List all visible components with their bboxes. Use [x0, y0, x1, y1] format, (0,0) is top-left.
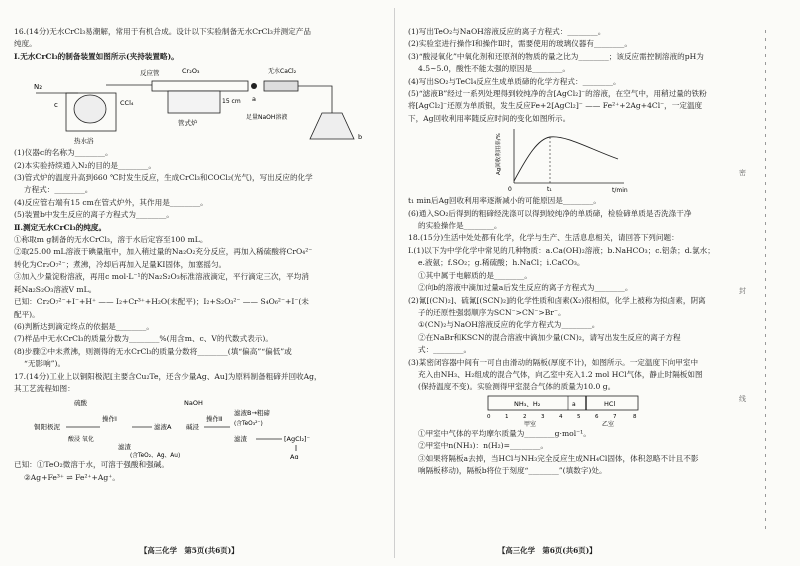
b-label: b	[358, 133, 363, 142]
q16-known-b: 配平)。	[14, 309, 40, 319]
dist-label: 15 cm	[222, 98, 241, 106]
flow-residue: 滤渣	[118, 443, 131, 452]
q18-3-i: ①甲室中气体的平均摩尔质量为________g·mol⁻¹。	[418, 428, 591, 438]
q16-part1-title: Ⅰ.无水CrCl₃的制备装置如图所示(夹持装置略)。	[14, 51, 179, 61]
t1-label: t₁	[547, 186, 552, 194]
flask	[74, 95, 106, 123]
q16-5: (5)装置b中发生反应的离子方程式为________。	[14, 210, 174, 220]
naoh-label: 足量NaOH溶液	[246, 114, 288, 122]
recovery-curve	[514, 137, 618, 181]
cr2o3-label: Cr₂O₃	[182, 67, 200, 76]
cacl2-label: 无水CaCl₂	[268, 68, 297, 76]
q16-8b: “无影响”)。	[24, 359, 66, 369]
flow-acid-oxid: 酸浸 氧化	[68, 436, 94, 444]
q18-1b: e.液氨；f.SO₂；g.稀硫酸；h.NaCl；i.CaCO₃。	[418, 258, 585, 268]
q17-2: (2)实验室进行操作Ⅰ和操作Ⅱ时，需要使用的玻璃仪器有________。	[408, 39, 632, 49]
q16-7: (7)样品中无水CrCl₃的质量分数为________%(用含m、c、V的代数式表示)。	[14, 334, 273, 344]
n2-label: N₂	[34, 83, 43, 92]
flow-op1: 操作Ⅰ	[102, 415, 117, 424]
q18-3b: 充入由NH₃、H₂组成的混合气体，向乙室中充入1.2 mol HCl气体，静止时隔板如图	[418, 369, 703, 379]
q17-known-1: 已知：①TeO₂微溶于水，可溶于强酸和强碱。	[14, 460, 169, 470]
flow-acid: 硫酸	[74, 399, 87, 408]
q17-known-2: ②Ag+Fe³⁺ ⇌ Fe²⁺+Ag⁺。	[24, 472, 120, 482]
right-page	[398, 0, 800, 566]
seal-line	[765, 30, 766, 530]
q17-6: (6)通入SO₂后得到的粗碲经洗涤可以得到较纯净的单质碲，检验碲单质是否洗涤干净	[408, 208, 692, 218]
tick-0: 0	[487, 413, 491, 420]
tick-3: 3	[541, 413, 545, 420]
q18-1-i: ①其中属于电解质的是________。	[418, 270, 532, 280]
page-gutter	[394, 8, 395, 558]
q17-3: (3)“酸浸氧化”中氧化剂和还原剂的物质的量之比为________；该反应需控制溶液的pH为	[408, 51, 704, 61]
flow-op2: 操作Ⅱ	[206, 415, 223, 424]
reaction-tube-label: 反应管	[140, 69, 160, 78]
q17-5: (5)“滤液B”经过一系列处理得到较纯净的含[AgCl₂]⁻的溶液，在空气中，用稍过量的铁粉	[408, 89, 707, 99]
q18-2-ii: ②在NaBr和KSCN的混合溶液中滴加少量(CN)₂，请写出发生反应的离子方程	[418, 332, 681, 342]
q17-5b: 将[AgCl₂]⁻还原为单质银，发生反应Fe+2[AgCl₂]⁻ —— Fe²⁺+2Ag+4Cl⁻，一定温度	[408, 101, 703, 111]
q16-6: (6)判断达到滴定终点的依据是________。	[14, 321, 154, 331]
flow-agcl: [AgCl₂]⁻	[284, 435, 311, 444]
flask-b	[310, 113, 354, 139]
chamber1-gas: NH₃、H₂	[514, 399, 541, 408]
q18-3-ii: ②甲室中n(NH₃)：n(H₂)=________。	[418, 441, 548, 451]
tick-6: 6	[595, 413, 599, 420]
left-footer: 【高三化学 第5页(共6页)】	[140, 546, 239, 555]
q16-step3b: 耗Na₂S₂O₃溶液V mL。	[14, 284, 97, 294]
furnace-label: 管式炉	[178, 119, 198, 128]
q16-stem-2: 纯度。	[14, 39, 37, 49]
apparatus-diagram	[32, 63, 372, 147]
a-label: a	[252, 95, 256, 104]
flow-residue2: 滤渣	[234, 435, 247, 444]
left-column	[14, 26, 386, 484]
seal-mark-3: 线	[739, 395, 746, 403]
q18-3: (3)某密闭容器中间有一可自由滑动的隔板(厚度不计)，如图所示。一定温度下向甲室中	[408, 357, 699, 367]
seal-mark-1: 密	[739, 169, 746, 177]
y-axis-label: Ag回收利用率/%	[496, 133, 502, 176]
hot-water-label: 热水浴	[74, 137, 94, 146]
origin-label: 0	[508, 186, 512, 194]
chamber2-label: 乙室	[602, 420, 615, 428]
seal-mark-2: 封	[739, 287, 746, 295]
flow-te: (含TeO₂、Ag、Au)	[130, 453, 181, 460]
tube-furnace	[168, 91, 220, 113]
q16-3b: 方程式：________。	[24, 185, 93, 195]
partition-a-label: a	[572, 400, 576, 408]
junction-a	[251, 83, 257, 89]
container-diagram	[484, 394, 644, 428]
q17-1: (1)写出TeO₂与NaOH溶液反应的离子方程式：________。	[408, 27, 606, 36]
q16-step2: ②取25.00 mL溶液于碘量瓶中，加入稍过量的Na₂O₂充分反应，再加入稀硫酸将CrO₄²⁻	[14, 247, 313, 257]
q18-3c: (保持温度不变)。实验测得甲室混合气体的质量为10.0 g。	[418, 382, 616, 392]
q16-2: (2)本实验持续通入N₂的目的是________。	[14, 160, 156, 170]
flow-ag: Ag	[290, 453, 299, 460]
c-label: c	[54, 101, 58, 110]
container-box	[488, 396, 638, 410]
q16-1: (1)仪器c的名称为________。	[14, 148, 113, 158]
q18-stem: 18.(15分)生活中处处都有化学，化学与生产、生活息息相关，请回答下列问题：	[408, 233, 679, 243]
q16-3: (3)管式炉的温度升高到660 ℃时发生反应，生成CrCl₃和COCl₂(光气)，写出反应的化学	[14, 173, 313, 183]
q16-step1: ①称取m g制备的无水CrCl₃，溶于水后定容至100 mL。	[14, 235, 208, 245]
q18-2: (2)氰[(CN)₂]、硫氰[(SCN)₂]的化学性质和卤素(X₂)很相似，化学上被称为拟卤素，阴离	[408, 295, 706, 305]
q17-4: (4)写出SO₂与TeCl₄反应生成单质碲的化学方程式：________。	[408, 76, 621, 86]
q17-5c: 下，Ag回收利用率随反应时间的变化如图所示。	[408, 113, 571, 123]
tick-4: 4	[559, 413, 563, 420]
q18-1-ii: ②向b的溶液中滴加过量a后发生反应的离子方程式为________。	[418, 283, 633, 293]
q17-6b: 的实验操作是________。	[418, 221, 502, 231]
flow-start: 铜阳极泥	[34, 423, 60, 432]
q16-part2-title: Ⅱ.测定无水CrCl₃的纯度。	[14, 222, 107, 232]
recovery-chart	[494, 125, 644, 195]
q17-stem-b: 其工艺流程如图：	[14, 383, 75, 393]
right-column	[408, 26, 722, 477]
right-footer: 【高三化学 第6页(共6页)】	[498, 546, 597, 555]
q18-2b: 子的还原性强弱顺序为SCN⁻>CN⁻>Br⁻。	[418, 307, 566, 317]
reaction-tube	[152, 81, 248, 91]
tick-2: 2	[523, 413, 527, 420]
q16-stem-1: 16.(14分)无水CrCl₃易潮解，常用于有机合成。设计以下实验制备无水CrCl₃并测定产品	[14, 27, 311, 36]
chamber1-label: 甲室	[524, 420, 537, 428]
q17-3b: 4.5~5.0，酸性不能太强的原因是________。	[418, 64, 571, 74]
q16-known: 已知：Cr₂O₇²⁻+I⁻+H⁺ —— I₂+Cr³⁺+H₂O(未配平)；I₂+S₂O₃²⁻ —— S₄O₆²⁻+I⁻(未	[14, 297, 309, 307]
q18-2-i: ①(CN)₂与NaOH溶液反应的化学方程式为________。	[418, 320, 600, 330]
ccl4-label: CCl₄	[120, 99, 134, 108]
x-axis-label: t/min	[612, 187, 628, 195]
flow-leach: 碱浸	[186, 423, 199, 432]
q16-step2b: 转化为Cr₂O₇²⁻；煮沸，冷却后再加入足量KI固体，加塞摇匀。	[14, 259, 227, 269]
flow-filtrate-a: 滤液A	[154, 423, 172, 432]
left-page	[0, 0, 396, 566]
tick-7: 7	[613, 413, 617, 420]
ruler-ticks	[487, 414, 637, 420]
q18-3-iiib: 响隔板移动)，隔板b将位于刻度“________”(填数字)处。	[418, 465, 607, 475]
chamber2-gas: HCl	[604, 399, 616, 408]
drying-tube	[264, 81, 298, 91]
q18-2-iib: 式：________。	[418, 345, 472, 355]
flow-filtrate-c: (含TeO₃²⁻)	[234, 421, 263, 428]
q18-1: Ⅰ.(1)以下为中学化学中常见的几种物质：a.Ca(OH)₂溶液；b.NaHCO₃；c.铝条；d.氯水；	[408, 245, 715, 255]
flow-filtrate-b: 滤液B→粗碲	[234, 409, 270, 418]
flow-naoh: NaOH	[184, 399, 203, 408]
q18-3-iii: ③如果将隔板a去掉，当HCl与NH₃完全反应生成NH₄Cl固体，体积忽略不计且不影	[418, 453, 699, 463]
tick-5: 5	[577, 413, 581, 420]
q17-stem: 17.(14分)工业上以铜阳极泥[主要含Cu₂Te，还含少量Ag、Au]为原料制备粗碲并回收Ag，	[14, 371, 322, 381]
process-flow-diagram	[34, 395, 334, 459]
tick-8: 8	[633, 413, 637, 420]
tick-1: 1	[505, 413, 509, 420]
q16-8: (8)步骤②中未煮沸，则测得的无水CrCl₃的质量分数将________(填“偏高”“偏低”或	[14, 346, 292, 356]
q16-4: (4)反应管右端有15 cm在管式炉外，其作用是________。	[14, 197, 208, 207]
q16-step3: ③加入少量淀粉溶液，再用c mol·L⁻¹的Na₂S₂O₃标准溶液滴定，平行滴定三次，平均消	[14, 272, 309, 282]
q17-5d: t₁ min后Ag回收利用率逐渐减小的可能原因是________。	[408, 196, 601, 206]
